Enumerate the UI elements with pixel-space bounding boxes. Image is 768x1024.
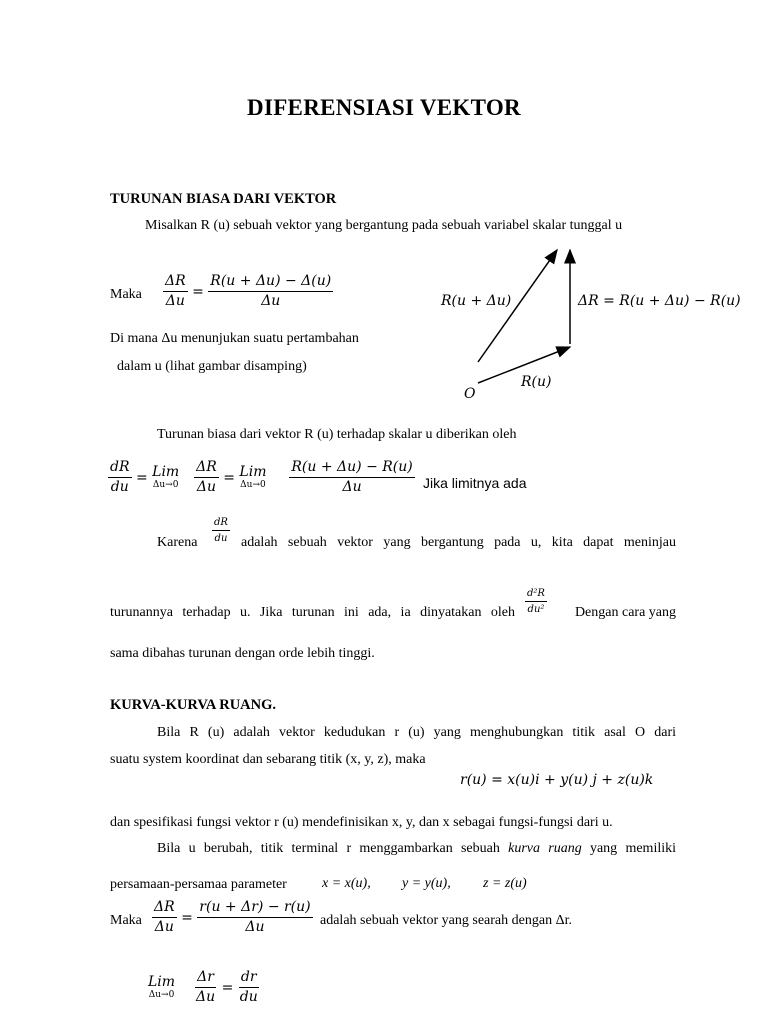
- intro-sentence: Misalkan R (u) sebuah vektor yang bergantung pada sebuah variabel skalar tunggal u: [145, 218, 623, 233]
- sama-text: sama dibahas turunan dengan orde lebih tinggi.: [110, 646, 375, 661]
- frac-num: ΔR: [163, 274, 188, 292]
- equals-sign: =: [192, 283, 204, 300]
- delta-r-num: ΔR: [194, 460, 219, 478]
- frac-rhs-den: Δu: [261, 293, 281, 310]
- maka2-num: ΔR: [152, 900, 177, 918]
- dengan-text: Dengan cara yang: [574, 605, 676, 620]
- karena-frac-den: du: [214, 533, 228, 544]
- limit-num: R(u + Δu) − R(u): [289, 460, 414, 478]
- label-r-u: R(u): [521, 374, 552, 390]
- section-heading-kurva: KURVA-KURVA RUANG.: [110, 697, 277, 713]
- dimana-line2: dalam u (lihat gambar disamping): [117, 359, 307, 374]
- persamaan-label: persamaan-persamaa parameter: [110, 877, 287, 892]
- second-den: du²: [527, 604, 545, 615]
- limit-den: Δu: [342, 479, 362, 496]
- karena-text: adalah sebuah vektor yang bergantung pada u, kita dapat meninjau: [241, 535, 676, 550]
- param-z: z = z(u): [483, 876, 527, 891]
- delta-r-over-delta-u-formula: [163, 274, 333, 310]
- maka2-formula: $\frac{\Delta R}{\Delta u}$ = $\frac{r(u + \Delta r) - r(u)}{\Delta u}$: [154, 899, 311, 936]
- delta-u-den: Δu: [196, 479, 217, 496]
- param-y: y = y(u),: [402, 876, 451, 891]
- frac-rhs-num: R(u + Δu) − Δ(u): [208, 274, 333, 292]
- limit-note: Jika limitnya ada: [423, 475, 527, 491]
- second-num: d²R: [525, 588, 547, 602]
- lim-subscript: Δu→0: [152, 480, 179, 491]
- lim2-rhs-den: du: [239, 989, 258, 1006]
- spesifikasi-text: dan spesifikasi fungsi vektor r (u) mendefinisikan x, y, dan x sebagai fungsi-fungsi dari u.: [110, 815, 613, 830]
- maka2-den: Δu: [154, 919, 174, 936]
- dr-num: dR: [108, 460, 132, 478]
- berubah-post: yang memiliki: [581, 841, 677, 856]
- karena-frac-num: dR: [212, 517, 230, 531]
- lim2-word: Lim: [148, 974, 176, 991]
- page-title: DIFERENSIASI VEKTOR: [247, 95, 521, 120]
- berubah-pre: Bila u berubah, titik terminal r menggambarkan sebuah: [157, 841, 509, 856]
- berubah-italic: kurva ruang: [508, 841, 582, 856]
- maka-label: Maka: [110, 287, 142, 302]
- lim-word-2: Lim: [239, 464, 267, 481]
- lim-word: Lim: [152, 464, 180, 481]
- vector-equation: r(u) = x(u)i + y(u) j + z(u)k: [460, 772, 654, 788]
- maka2-text: adalah sebuah vektor yang searah dengan Δr.: [320, 913, 572, 928]
- label-delta-r: ΔR = R(u + Δu) − R(u): [578, 293, 741, 309]
- lim2-rhs-num: dr: [239, 970, 259, 988]
- turunannya-text: turunannya terhadap u. Jika turunan ini ada, ia dinyatakan oleh: [110, 605, 515, 620]
- frac-den: Δu: [165, 293, 185, 310]
- du-den: du: [110, 479, 129, 496]
- karena-fraction: [212, 517, 230, 544]
- bila-line1: Bila R (u) adalah vektor kedudukan r (u) yang menghubungkan titik asal O dari: [157, 725, 676, 740]
- maka2-rhs-den: Δu: [245, 919, 265, 936]
- param-x: x = x(u),: [322, 876, 371, 891]
- section-heading-turunan: TURUNAN BIASA DARI VEKTOR: [110, 191, 337, 207]
- derivative-definition: $\frac{dR}{du}$ = Lim Δu→0 $\frac{\Delta R}{\Delta u}$ = Lim Δu→0 $\frac{R(u + \Delta u) - R(u)}{\Delta u}$: [110, 459, 413, 496]
- dimana-line1: Di mana Δu menunjukan suatu pertambahan: [110, 331, 359, 346]
- label-origin: O: [464, 386, 476, 402]
- lim-subscript-2: Δu→0: [240, 480, 266, 491]
- turunan-text: Turunan biasa dari vektor R (u) terhadap skalar u diberikan oleh: [157, 427, 517, 442]
- lim2-num: Δr: [195, 970, 216, 988]
- vector-diagram: [420, 230, 760, 410]
- label-r-u-plus-delta: R(u + Δu): [441, 293, 512, 309]
- maka2-label: Maka: [110, 913, 142, 928]
- lim2-subscript: Δu→0: [148, 990, 175, 1001]
- berubah-text: [157, 841, 676, 857]
- maka2-rhs-num: r(u + Δr) − r(u): [197, 900, 312, 918]
- karena-label: Karena: [157, 535, 198, 550]
- second-derivative-fraction: [525, 588, 547, 615]
- bila-line2: suatu system koordinat dan sebarang titik (x, y, z), maka: [110, 752, 426, 767]
- limit-dr-du-formula: Lim Δu→0 $\frac{\Delta r}{\Delta u}$ = $\frac{dr}{du}$: [148, 969, 258, 1006]
- lim2-den: Δu: [195, 989, 216, 1006]
